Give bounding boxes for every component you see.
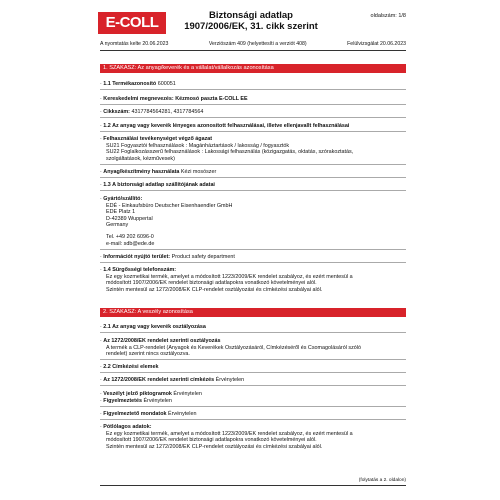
row-divider (100, 359, 406, 360)
pictogram-value: Érvénytelen (173, 391, 202, 397)
row-divider (100, 177, 406, 178)
clp-label: Az 1272/2008/EK rendelet szerinti osztályozás (103, 338, 221, 344)
s14-text-3: Szintén mentesül az 1272/2008/EK CLP-rendelet osztályozási és címkézési szabályai alól. (106, 286, 323, 293)
s21-row: · 2.1 Az anyag vagy keverék osztályozása (100, 324, 206, 330)
extra-label: Pótlólagos adatok: (103, 424, 152, 430)
s22-row: · 2.2 Címkézési elemek (100, 364, 159, 370)
pictogram-label: Veszélyt jelző piktogramok (103, 391, 172, 397)
s12-row: · 1.2 Az anyag vagy keverék lényeges azonosított felhasználásai, illetve ellenjavallt felhasználásai (100, 123, 350, 129)
s14-text-1: Ez egy kozmetikai termék, amelyet a módosított 1223/2009/EK rendelet szabályoz, és ezért mentesül a (106, 273, 353, 280)
s14-block: · 1.4 Sürgősségi telefonszám: Ez egy kozmetikai termék, amelyet a módosított 1223/2009/EK rendelet szabályoz, és ezért mentesül a módosított 1907/2006/EK rendelet biztonsági adatlapokra vonatkozó követelményei alól. Szintén mentesül az 1272/2008/EK CLP-rendelet osztályozási és címkézési szabályai alól. (100, 267, 406, 293)
article-label: Cikkszám: (103, 109, 130, 115)
hazard-row: · Figyelmeztető mondatok Érvénytelen (100, 411, 197, 417)
row-divider (100, 419, 406, 420)
row-divider (100, 89, 406, 90)
s22-label: 2.2 Címkézési elemek (103, 364, 159, 370)
hazard-label: Figyelmeztető mondatok (103, 411, 167, 417)
info-row: · Információt nyújtó terület: Product safety department (100, 254, 235, 260)
labelling-label: Az 1272/2008/EK rendelet szerinti címkézés (103, 377, 215, 383)
clp-text-2: rendelet) szerint nincs osztályozva. (106, 351, 190, 358)
maker-line-1: EDÉ - Einkaufsbüro Deutscher Eisenhaendler GmbH (106, 202, 233, 209)
su22-line-2: szolgáltatások, kézművesek) (106, 155, 175, 162)
trade-name-row: · Kereskedelmi megnevezés: Kézmosó paszta E-COLL EE (100, 96, 248, 102)
s11-row: · 1.1 Termékazonosító 600051 (100, 81, 176, 87)
pictogram-row: · Veszélyt jelző piktogramok Érvénytelen (100, 391, 202, 397)
maker-line-3: D-42389 Wuppertal (106, 215, 153, 222)
row-divider (100, 385, 406, 386)
header-divider (100, 50, 406, 51)
s11-value: 600051 (157, 81, 176, 87)
maker-line-2: EDE Platz 1 (106, 209, 136, 216)
s14-label: 1.4 Sürgősségi telefonszám: (103, 267, 177, 273)
labelling-value: Érvénytelen (215, 377, 245, 383)
section-1-heading: 1. SZAKASZ: Az anyag/keverék és a vállalat/vállalkozás azonosítása (100, 64, 406, 73)
trade-value: Kézmosó paszta E-COLL EE (175, 96, 248, 102)
contact-block (100, 234, 406, 247)
row-divider (100, 406, 406, 407)
continued-note: (folytatás a 2. oldalon) (358, 478, 406, 483)
sector-label: Felhasználási tevékenységet végző ágazat (103, 136, 213, 142)
clp-block: · Az 1272/2008/EK rendelet szerinti osztályozás A termék a CLP-rendelet (Anyagok és Keverékek Osztályozásáról, Címkézéséről és Csomagolásáról szóló rendelet) szerint nincs osztályozva. (100, 338, 406, 358)
use-label: Anyag/készítmény használata (103, 169, 180, 175)
version-info-line (100, 41, 406, 47)
trade-label: Kereskedelmi megnevezés: (103, 96, 174, 102)
row-divider (100, 332, 406, 333)
info-label: Információt nyújtó terület: (103, 254, 171, 260)
sector-row: · Felhasználási tevékenységet végző ágazat SU21 Fogyasztói felhasználások : Magánháztartások / lakosság / fogyasztók SU22 Foglalkozásszerű felhasználások : Lakossági felhasználás (közigazgatás, oktatás, szórakoztatás, szolgáltatások, kézművesek) (100, 136, 406, 162)
clp-text-1: A termék a CLP-rendelet (Anyagok és Keverékek Osztályozásáról, Címkézéséről és Csomagolásáról szóló (106, 344, 361, 351)
section-2-heading: 2. SZAKASZ: A veszély azonosítása (100, 308, 406, 317)
version-number: Verziószám 409 (helyettesíti a verziót 408) (208, 41, 307, 47)
info-value: Product safety department (171, 254, 235, 260)
signal-value: Érvénytelen (143, 398, 172, 404)
signal-row: · Figyelmeztetés Érvénytelen (100, 398, 172, 404)
extra-info-block: · Pótlólagos adatok: Ez egy kozmetikai termék, amelyet a módosított 1223/2009/EK rendelet szabályoz, és ezért mentesül a módosított 1907/2006/EK rendelet biztonsági adatlapokra vonatkozó követelményei alól. Szintén mentesül az 1272/2008/EK CLP-rendelet osztályozási és címkézési szabályai alól. (100, 424, 406, 450)
row-divider (100, 131, 406, 132)
row-divider (100, 164, 406, 165)
labelling-row: · Az 1272/2008/EK rendelet szerinti címkézés Érvénytelen (100, 377, 245, 383)
maker-line-4: Germany (106, 222, 129, 229)
maker-label: Gyártó/szállító: (103, 196, 143, 202)
extra-text-1: Ez egy kozmetikai termék, amelyet a módosított 1223/2009/EK rendelet szabályoz, és ezért mentesül a (106, 430, 353, 437)
use-row: · Anyag/készítmény használata Kézi mosószer (100, 169, 217, 175)
document-title (176, 10, 326, 32)
signal-label: Figyelmeztetés (103, 398, 142, 404)
article-row: · Cikkszám: 4317784564281, 4317784564 (100, 109, 204, 115)
title-line-2: 1907/2006/EK, 31. cikk szerint (184, 21, 318, 32)
article-value: 4317784564281, 4317784564 (131, 109, 204, 115)
s21-label: 2.1 Az anyag vagy keverék osztályozása (103, 324, 206, 330)
brand-logo: E-COLL (98, 12, 166, 34)
row-divider (100, 262, 406, 263)
extra-text-2: módosított 1907/2006/EK rendelet biztonsági adatlapokra vonatkozó követelményei alól. (106, 437, 317, 444)
s11-label: 1.1 Termékazonosító (103, 81, 157, 87)
s13-row: · 1.3 A biztonsági adatlap szállítójának adatai (100, 182, 215, 188)
su21-line: SU21 Fogyasztói felhasználások : Magánháztartások / lakosság / fogyasztók (106, 142, 290, 149)
row-divider (100, 372, 406, 373)
print-date: A nyomtatás kelte 20.06.2023 (100, 41, 169, 47)
manufacturer-block: · Gyártó/szállító: EDÉ - Einkaufsbüro Deutscher Eisenhaendler GmbH EDE Platz 1 D-42389 Wuppertal Germany (100, 196, 406, 229)
use-value: Kézi mosószer (180, 169, 217, 175)
revision-date: Felülvizsgálat 20.06.2023 (347, 41, 406, 47)
tel-line: Tel. +49 202 6096-0 (106, 234, 154, 240)
footer-divider (100, 485, 406, 486)
s14-text-2: módosított 1907/2006/EK rendelet biztonsági adatlapokra vonatkozó követelményei alól. (106, 280, 317, 287)
row-divider (100, 117, 406, 118)
email-line: e-mail: sdb@ede.de (106, 240, 155, 247)
row-divider (100, 190, 406, 191)
row-divider (100, 104, 406, 105)
s13-label: 1.3 A biztonsági adatlap szállítójának adatai (103, 182, 215, 188)
title-line-1: Biztonsági adatlap (209, 10, 293, 21)
hazard-value: Érvénytelen (168, 411, 197, 417)
row-divider (100, 249, 406, 250)
s12-label: 1.2 Az anyag vagy keverék lényeges azonosított felhasználásai, illetve ellenjavallt felhasználásai (103, 123, 350, 129)
extra-text-3: Szintén mentesül az 1272/2008/EK CLP-rendelet osztályozási és címkézési szabályai alól. (106, 443, 323, 450)
su22-line: SU22 Foglalkozásszerű felhasználások : Lakossági felhasználás (közigazgatás, oktatás, szórakoztatás, (106, 149, 354, 156)
page-number: oldalszám: 1/8 (370, 13, 406, 19)
